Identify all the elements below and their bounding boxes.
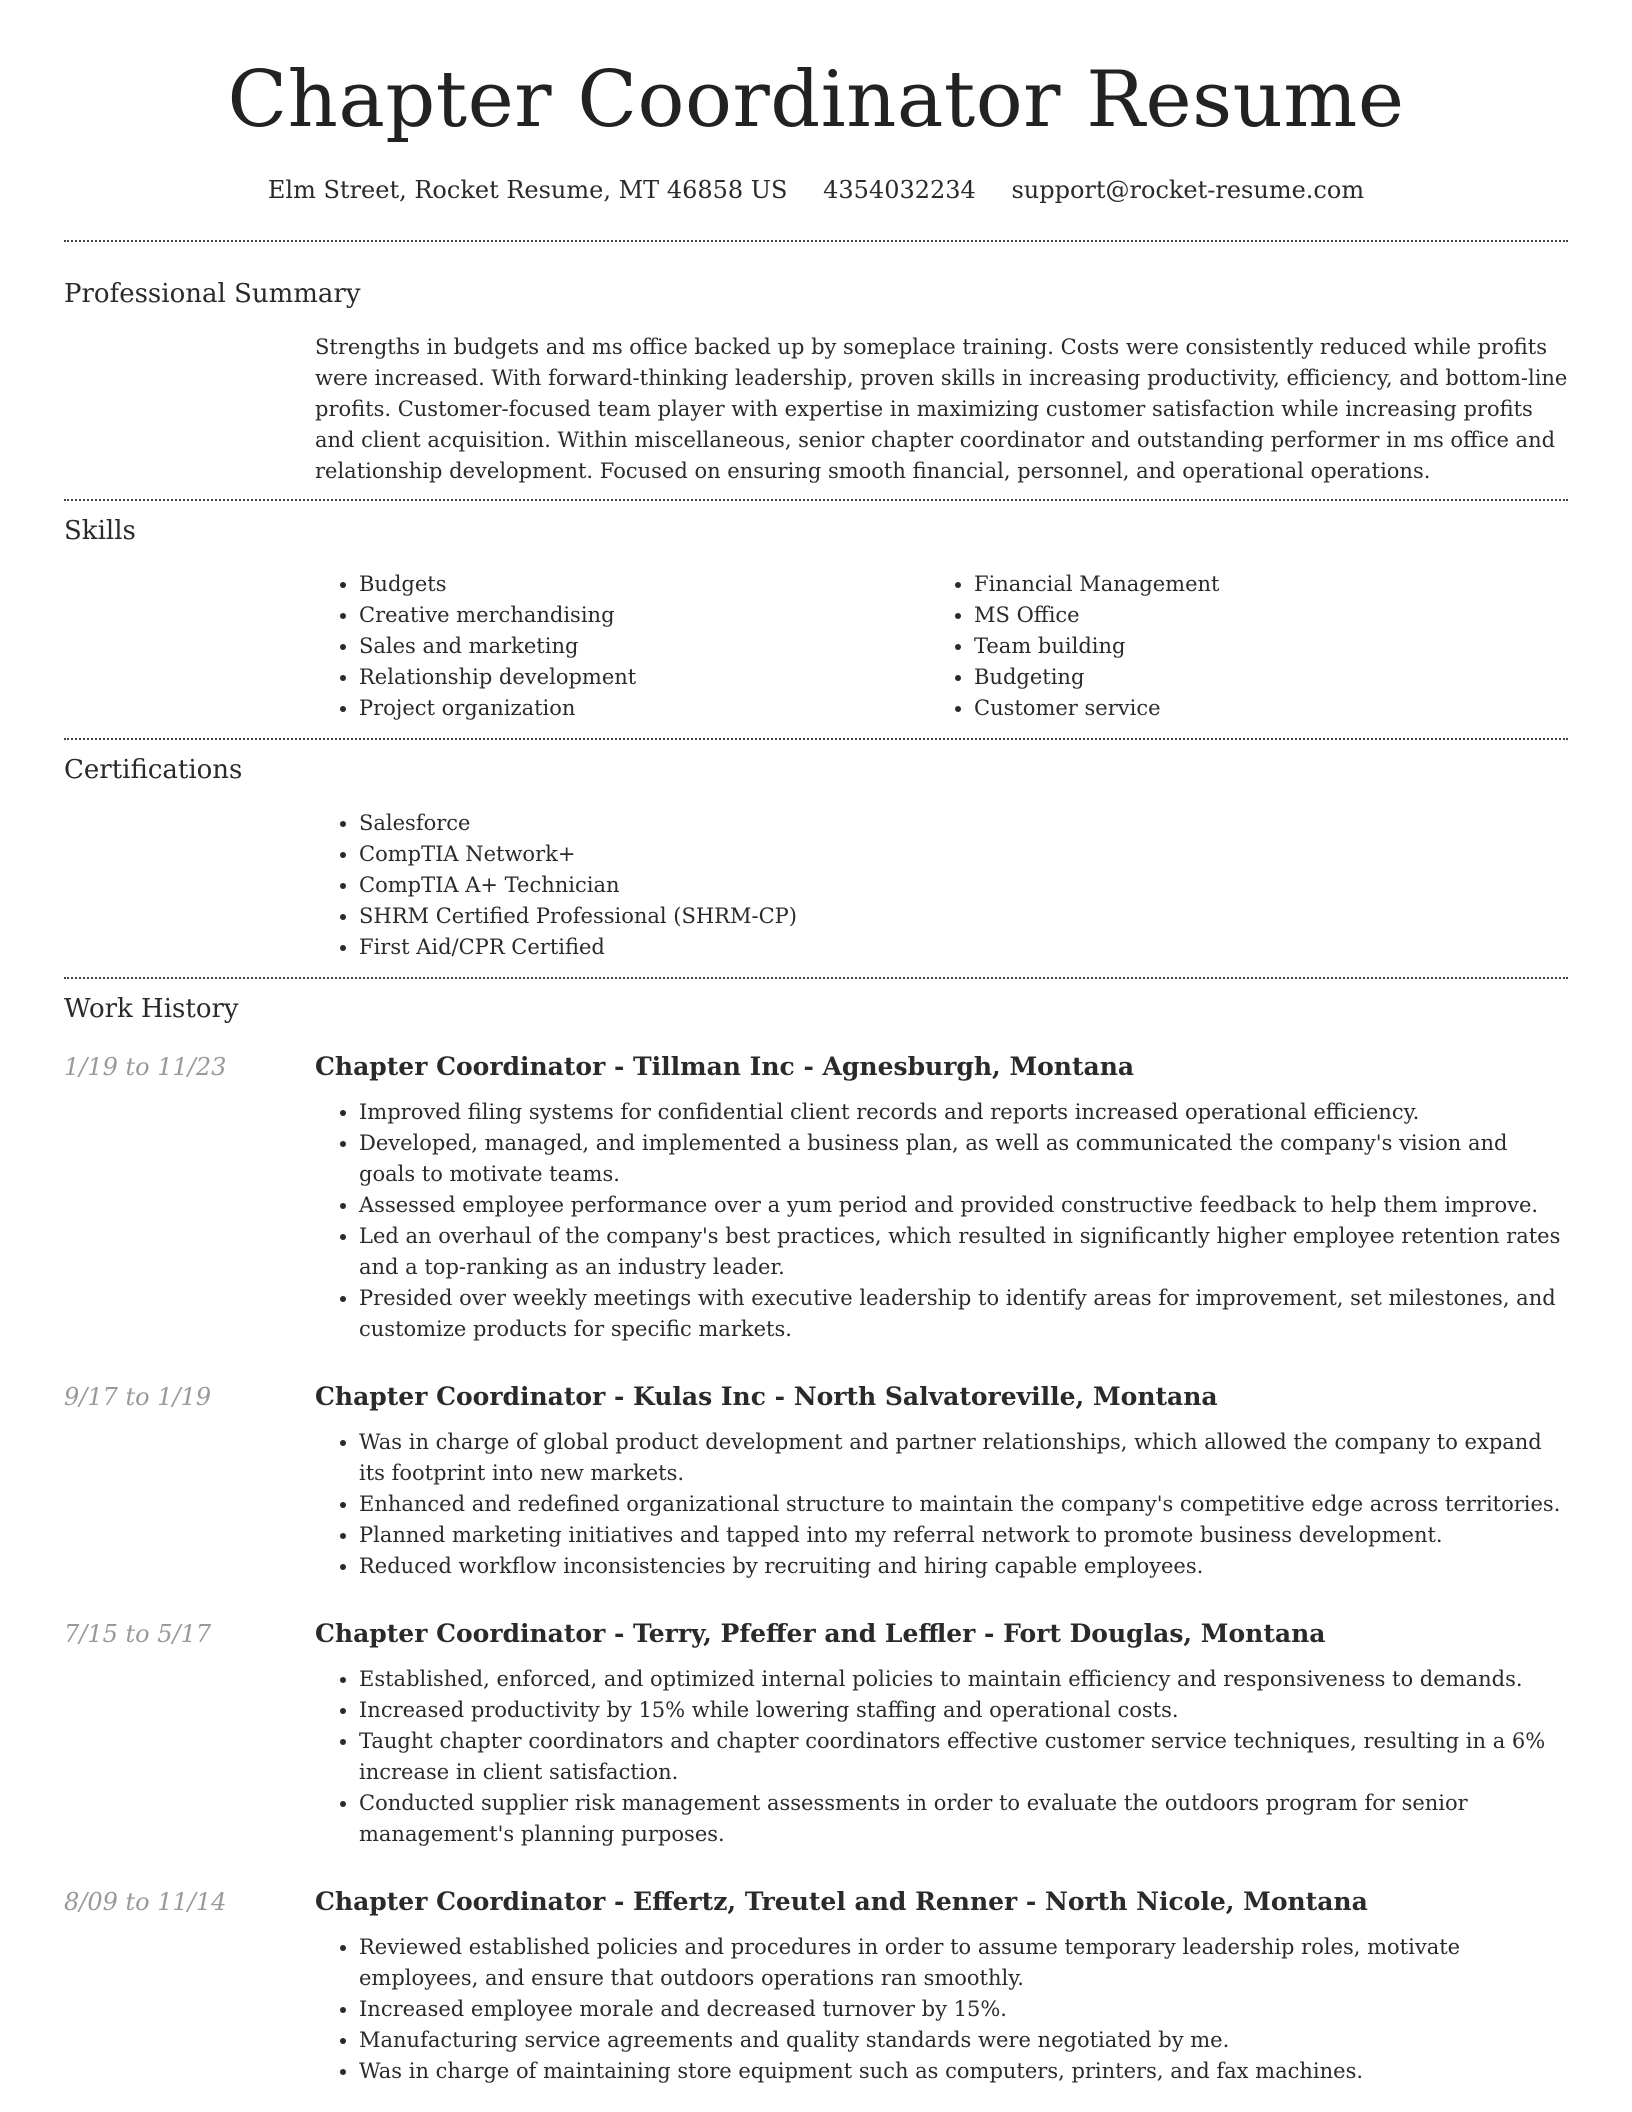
summary-section — [64, 278, 1568, 487]
certification-item: • SHRM Certified Professional (SHRM-CP) — [359, 901, 1568, 932]
contact-phone: 4354032234 — [823, 176, 976, 204]
skill-item: • Creative merchandising — [359, 600, 930, 631]
skills-heading: Skills — [64, 516, 136, 546]
work-history-section — [64, 993, 1568, 2087]
job-bullet: • Assessed employee performance over a yum period and provided constructive feedback to help them improve. — [359, 1190, 1568, 1221]
summary-text: Strengths in budgets and ms office backed up by someplace training. Costs were consistently reduced while profits were increased. With forward-thinking leadership, proven skills in increasing productivity, efficiency, and bottom-line profits. Customer-focused team player with expertise in maximizing customer satisfaction while increasing profits and client acquisition. Within miscellaneous, senior chapter coordinator and outstanding performer in ms office and relationship development. Focused on ensuring smooth financial, personnel, and operational operations. — [315, 335, 1568, 483]
job-bullets — [315, 1664, 1568, 1850]
job-title: Chapter Coordinator - Effertz, Treutel and Renner - North Nicole, Montana — [315, 1887, 1368, 1916]
summary-divider — [64, 499, 1568, 501]
header-divider — [64, 240, 1568, 242]
job-bullet: • Increased employee morale and decreased turnover by 15%. — [359, 1994, 1568, 2025]
job-bullet: • Reduced workflow inconsistencies by recruiting and hiring capable employees. — [359, 1551, 1568, 1582]
job-entry — [64, 1618, 1568, 1850]
certification-item: • CompTIA Network+ — [359, 839, 1568, 870]
work-history-heading: Work History — [64, 994, 239, 1024]
skills-list-left — [315, 569, 930, 724]
certifications-divider — [64, 977, 1568, 979]
skill-item: • Project organization — [359, 693, 930, 724]
skill-item: • MS Office — [974, 600, 1545, 631]
skill-item: • Financial Management — [974, 569, 1545, 600]
contact-email: support@rocket-resume.com — [1011, 176, 1365, 204]
skills-grid — [315, 569, 1568, 724]
contact-line — [64, 174, 1568, 206]
job-bullet: • Was in charge of maintaining store equipment such as computers, printers, and fax machines. — [359, 2056, 1568, 2087]
job-entry — [64, 1886, 1568, 2087]
contact-address: Elm Street, Rocket Resume, MT 46858 US — [267, 176, 788, 204]
job-bullet: • Increased productivity by 15% while lowering staffing and operational costs. — [359, 1695, 1568, 1726]
certifications-list — [315, 808, 1568, 963]
job-title: Chapter Coordinator - Tillman Inc - Agnesburgh, Montana — [315, 1052, 1135, 1081]
job-bullet: • Led an overhaul of the company's best practices, which resulted in significantly higher employee retention rates and a top-ranking as an industry leader. — [359, 1221, 1568, 1283]
job-bullet: • Taught chapter coordinators and chapter coordinators effective customer service techniques, resulting in a 6% increase in client satisfaction. — [359, 1726, 1568, 1788]
job-entry — [64, 1051, 1568, 1345]
skill-item: • Budgets — [359, 569, 930, 600]
certifications-heading: Certifications — [64, 755, 243, 785]
certification-item: • Salesforce — [359, 808, 1568, 839]
job-dates: 7/15 to 5/17 — [64, 1620, 212, 1648]
job-bullet: • Improved filing systems for confidential client records and reports increased operational efficiency. — [359, 1097, 1568, 1128]
resume-header — [64, 0, 1568, 206]
job-bullets — [315, 1932, 1568, 2087]
job-bullet: • Developed, managed, and implemented a business plan, as well as communicated the company's vision and goals to motivate teams. — [359, 1128, 1568, 1190]
certifications-section — [64, 754, 1568, 963]
summary-heading: Professional Summary — [64, 279, 361, 309]
skills-divider — [64, 738, 1568, 740]
skills-list-right — [930, 569, 1545, 724]
certification-item: • First Aid/CPR Certified — [359, 932, 1568, 963]
job-dates: 8/09 to 11/14 — [64, 1888, 227, 1916]
certification-item: • CompTIA A+ Technician — [359, 870, 1568, 901]
job-bullets — [315, 1427, 1568, 1582]
job-bullet: • Was in charge of global product development and partner relationships, which allowed the company to expand its footprint into new markets. — [359, 1427, 1568, 1489]
job-bullet: • Conducted supplier risk management assessments in order to evaluate the outdoors program for senior management's planning purposes. — [359, 1788, 1568, 1850]
job-bullets — [315, 1097, 1568, 1345]
job-title: Chapter Coordinator - Terry, Pfeffer and Leffler - Fort Douglas, Montana — [315, 1619, 1326, 1648]
job-bullet: • Planned marketing initiatives and tapped into my referral network to promote business development. — [359, 1520, 1568, 1551]
resume-page — [64, 0, 1568, 2087]
skill-item: • Relationship development — [359, 662, 930, 693]
job-title: Chapter Coordinator - Kulas Inc - North Salvatoreville, Montana — [315, 1382, 1218, 1411]
job-bullet: • Presided over weekly meetings with executive leadership to identify areas for improvement, set milestones, and customize products for specific markets. — [359, 1283, 1568, 1345]
skill-item: • Team building — [974, 631, 1545, 662]
job-dates: 9/17 to 1/19 — [64, 1383, 212, 1411]
job-dates: 1/19 to 11/23 — [64, 1053, 227, 1081]
skill-item: • Budgeting — [974, 662, 1545, 693]
job-bullet: • Manufacturing service agreements and quality standards were negotiated by me. — [359, 2025, 1568, 2056]
skill-item: • Sales and marketing — [359, 631, 930, 662]
job-bullet: • Established, enforced, and optimized internal policies to maintain efficiency and responsiveness to demands. — [359, 1664, 1568, 1695]
job-entry — [64, 1381, 1568, 1582]
skills-section — [64, 515, 1568, 724]
job-bullet: • Enhanced and redefined organizational structure to maintain the company's competitive edge across territories. — [359, 1489, 1568, 1520]
skill-item: • Customer service — [974, 693, 1545, 724]
resume-title: Chapter Coordinator Resume — [227, 55, 1405, 145]
job-bullet: • Reviewed established policies and procedures in order to assume temporary leadership roles, motivate employees, and ensure that outdoors operations ran smoothly. — [359, 1932, 1568, 1994]
